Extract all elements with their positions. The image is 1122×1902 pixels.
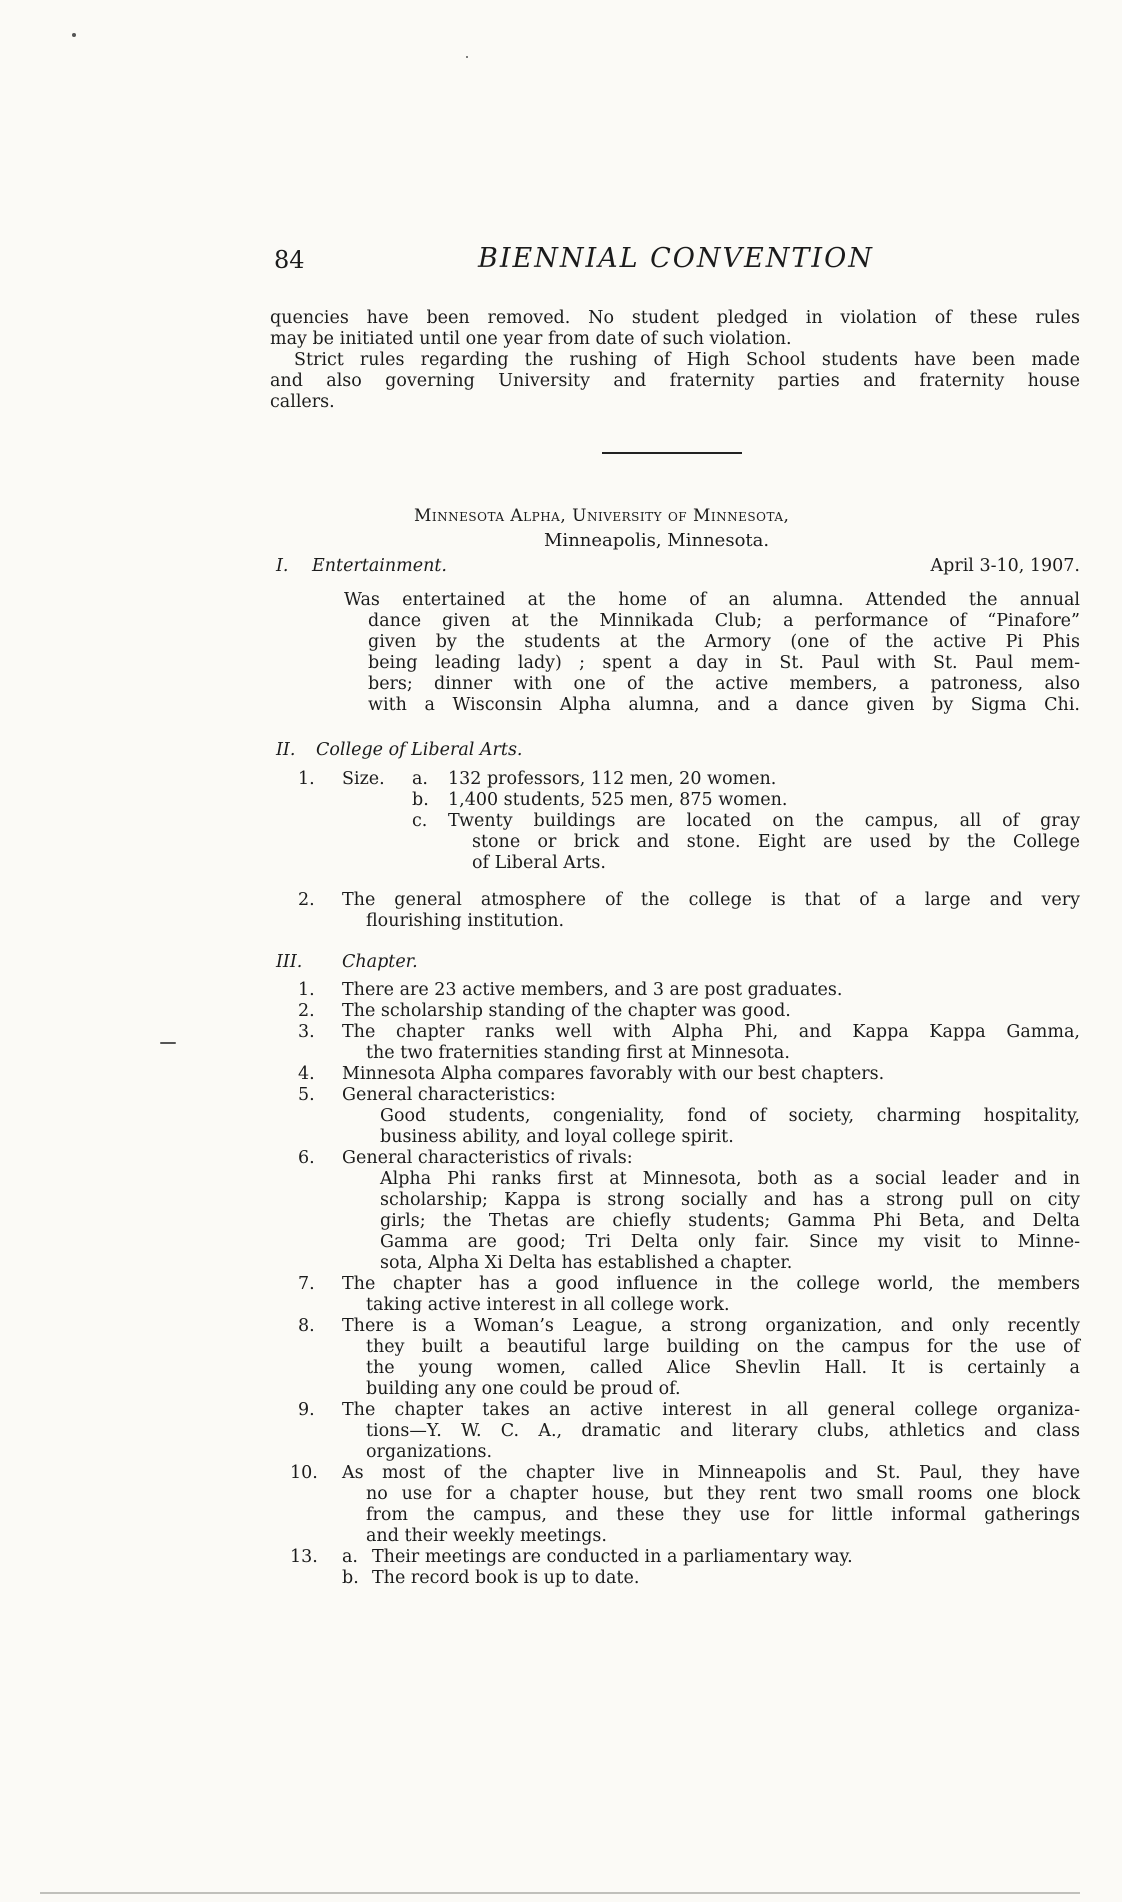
text-line: of Liberal Arts. [472, 853, 606, 873]
section-numeral: II. [276, 740, 296, 760]
text-line: and their weekly meetings. [366, 1526, 607, 1546]
text-line: the young women, called Alice Shevlin Hall. It is certainly a [366, 1358, 1080, 1378]
text-line: Good students, congeniality, fond of society, charming hospitality, [380, 1106, 1080, 1126]
chapter-location: Minneapolis, Minnesota. [544, 530, 770, 551]
item-letter: a. [342, 1547, 358, 1567]
section-title: College of Liberal Arts. [316, 740, 523, 760]
text-line: the two fraternities standing first at Minnesota. [366, 1043, 790, 1063]
text-line: flourishing institution. [366, 911, 565, 931]
text-line: quencies have been removed. No student pledged in violation of these rules [270, 308, 1080, 328]
text-line: Twenty buildings are located on the campus, all of gray [448, 811, 1080, 831]
section-numeral: I. [276, 556, 289, 576]
text-line: they built a beautiful large building on the campus for the use of [366, 1337, 1080, 1357]
text-line: The scholarship standing of the chapter was good. [342, 1001, 791, 1021]
item-number: 1. [298, 769, 315, 789]
running-title: BIENNIAL CONVENTION [478, 243, 874, 274]
text-line: building any one could be proud of. [366, 1379, 681, 1399]
section-divider [602, 452, 742, 454]
text-line: Their meetings are conducted in a parliamentary way. [372, 1547, 853, 1567]
text-line: dance given at the Minnikada Club; a performance of “Pinafore” [368, 611, 1080, 631]
item-number: 1. [298, 980, 315, 1000]
text-line: The general atmosphere of the college is that of a large and very [342, 890, 1080, 910]
text-line: 1,400 students, 525 men, 875 women. [448, 790, 788, 810]
text-line: organizations. [366, 1442, 493, 1462]
page-bottom-edge [40, 1892, 1080, 1894]
item-number: 2. [298, 890, 315, 910]
text-line: There is a Woman’s League, a strong organization, and only recently [342, 1316, 1080, 1336]
text-line: with a Wisconsin Alpha alumna, and a dance given by Sigma Chi. [368, 695, 1080, 715]
item-number: 8. [298, 1316, 315, 1336]
section-title: Chapter. [342, 952, 418, 972]
text-line: no use for a chapter house, but they rent two small rooms one block [366, 1484, 1080, 1504]
text-line: General characteristics of rivals: [342, 1148, 633, 1168]
text-line: Strict rules regarding the rushing of High School students have been made [294, 350, 1080, 370]
text-line: There are 23 active members, and 3 are post graduates. [342, 980, 843, 1000]
text-line: The chapter takes an active interest in all general college organiza- [342, 1400, 1080, 1420]
item-number: 9. [298, 1400, 315, 1420]
chapter-heading: Minnesota Alpha, University of Minnesota, [414, 506, 790, 526]
text-line: bers; dinner with one of the active members, a patroness, also [368, 674, 1080, 694]
text-line: given by the students at the Armory (one of the active Pi Phis [368, 632, 1080, 652]
text-line: and also governing University and fraternity parties and fraternity house [270, 371, 1080, 391]
text-line: business ability, and loyal college spirit. [380, 1127, 734, 1147]
text-line: may be initiated until one year from date of such violation. [270, 329, 792, 349]
item-number: 6. [298, 1148, 315, 1168]
text-line: The chapter has a good influence in the college world, the members [342, 1274, 1080, 1294]
text-line: taking active interest in all college work. [366, 1295, 730, 1315]
item-label: Size. [342, 769, 385, 789]
item-number: 2. [298, 1001, 315, 1021]
text-line: 132 professors, 112 men, 20 women. [448, 769, 777, 789]
text-line: scholarship; Kappa is strong socially and has a strong pull on city [380, 1190, 1080, 1210]
text-line: General characteristics: [342, 1085, 556, 1105]
text-line: The record book is up to date. [372, 1568, 640, 1588]
text-line: callers. [270, 392, 335, 412]
text-line: Minnesota Alpha compares favorably with our best chapters. [342, 1064, 885, 1084]
text-line: As most of the chapter live in Minneapolis and St. Paul, they have [342, 1463, 1080, 1483]
text-line: The chapter ranks well with Alpha Phi, and Kappa Kappa Gamma, [342, 1022, 1080, 1042]
text-line: girls; the Thetas are chiefly students; Gamma Phi Beta, and Delta [380, 1211, 1080, 1231]
text-line: sota, Alpha Xi Delta has established a chapter. [380, 1253, 793, 1273]
text-line: Gamma are good; Tri Delta only fair. Since my visit to Minne- [380, 1232, 1080, 1252]
text-line: tions—Y. W. C. A., dramatic and literary clubs, athletics and class [366, 1421, 1080, 1441]
item-letter: b. [412, 790, 429, 810]
visit-date: April 3-10, 1907. [930, 556, 1080, 576]
text-line: stone or brick and stone. Eight are used by the College [472, 832, 1080, 852]
item-number: 7. [298, 1274, 315, 1294]
section-numeral: III. [276, 952, 303, 972]
item-number: 13. [290, 1547, 318, 1567]
page-number: 84 [274, 246, 305, 274]
section-title: Entertainment. [312, 556, 447, 576]
text-line: from the campus, and these they use for little informal gatherings [366, 1505, 1080, 1525]
item-number: 10. [290, 1463, 318, 1483]
scan-speck [466, 56, 468, 58]
text-line: being leading lady) ; spent a day in St. Paul with St. Paul mem- [368, 653, 1080, 673]
scan-speck [160, 1042, 176, 1044]
item-number: 5. [298, 1085, 315, 1105]
item-number: 4. [298, 1064, 315, 1084]
text-line: Was entertained at the home of an alumna. Attended the annual [344, 590, 1080, 610]
item-letter: b. [342, 1568, 359, 1588]
scan-speck [72, 33, 76, 37]
item-number: 3. [298, 1022, 315, 1042]
text-line: Alpha Phi ranks first at Minnesota, both as a social leader and in [380, 1169, 1080, 1189]
item-letter: a. [412, 769, 428, 789]
item-letter: c. [412, 811, 428, 831]
